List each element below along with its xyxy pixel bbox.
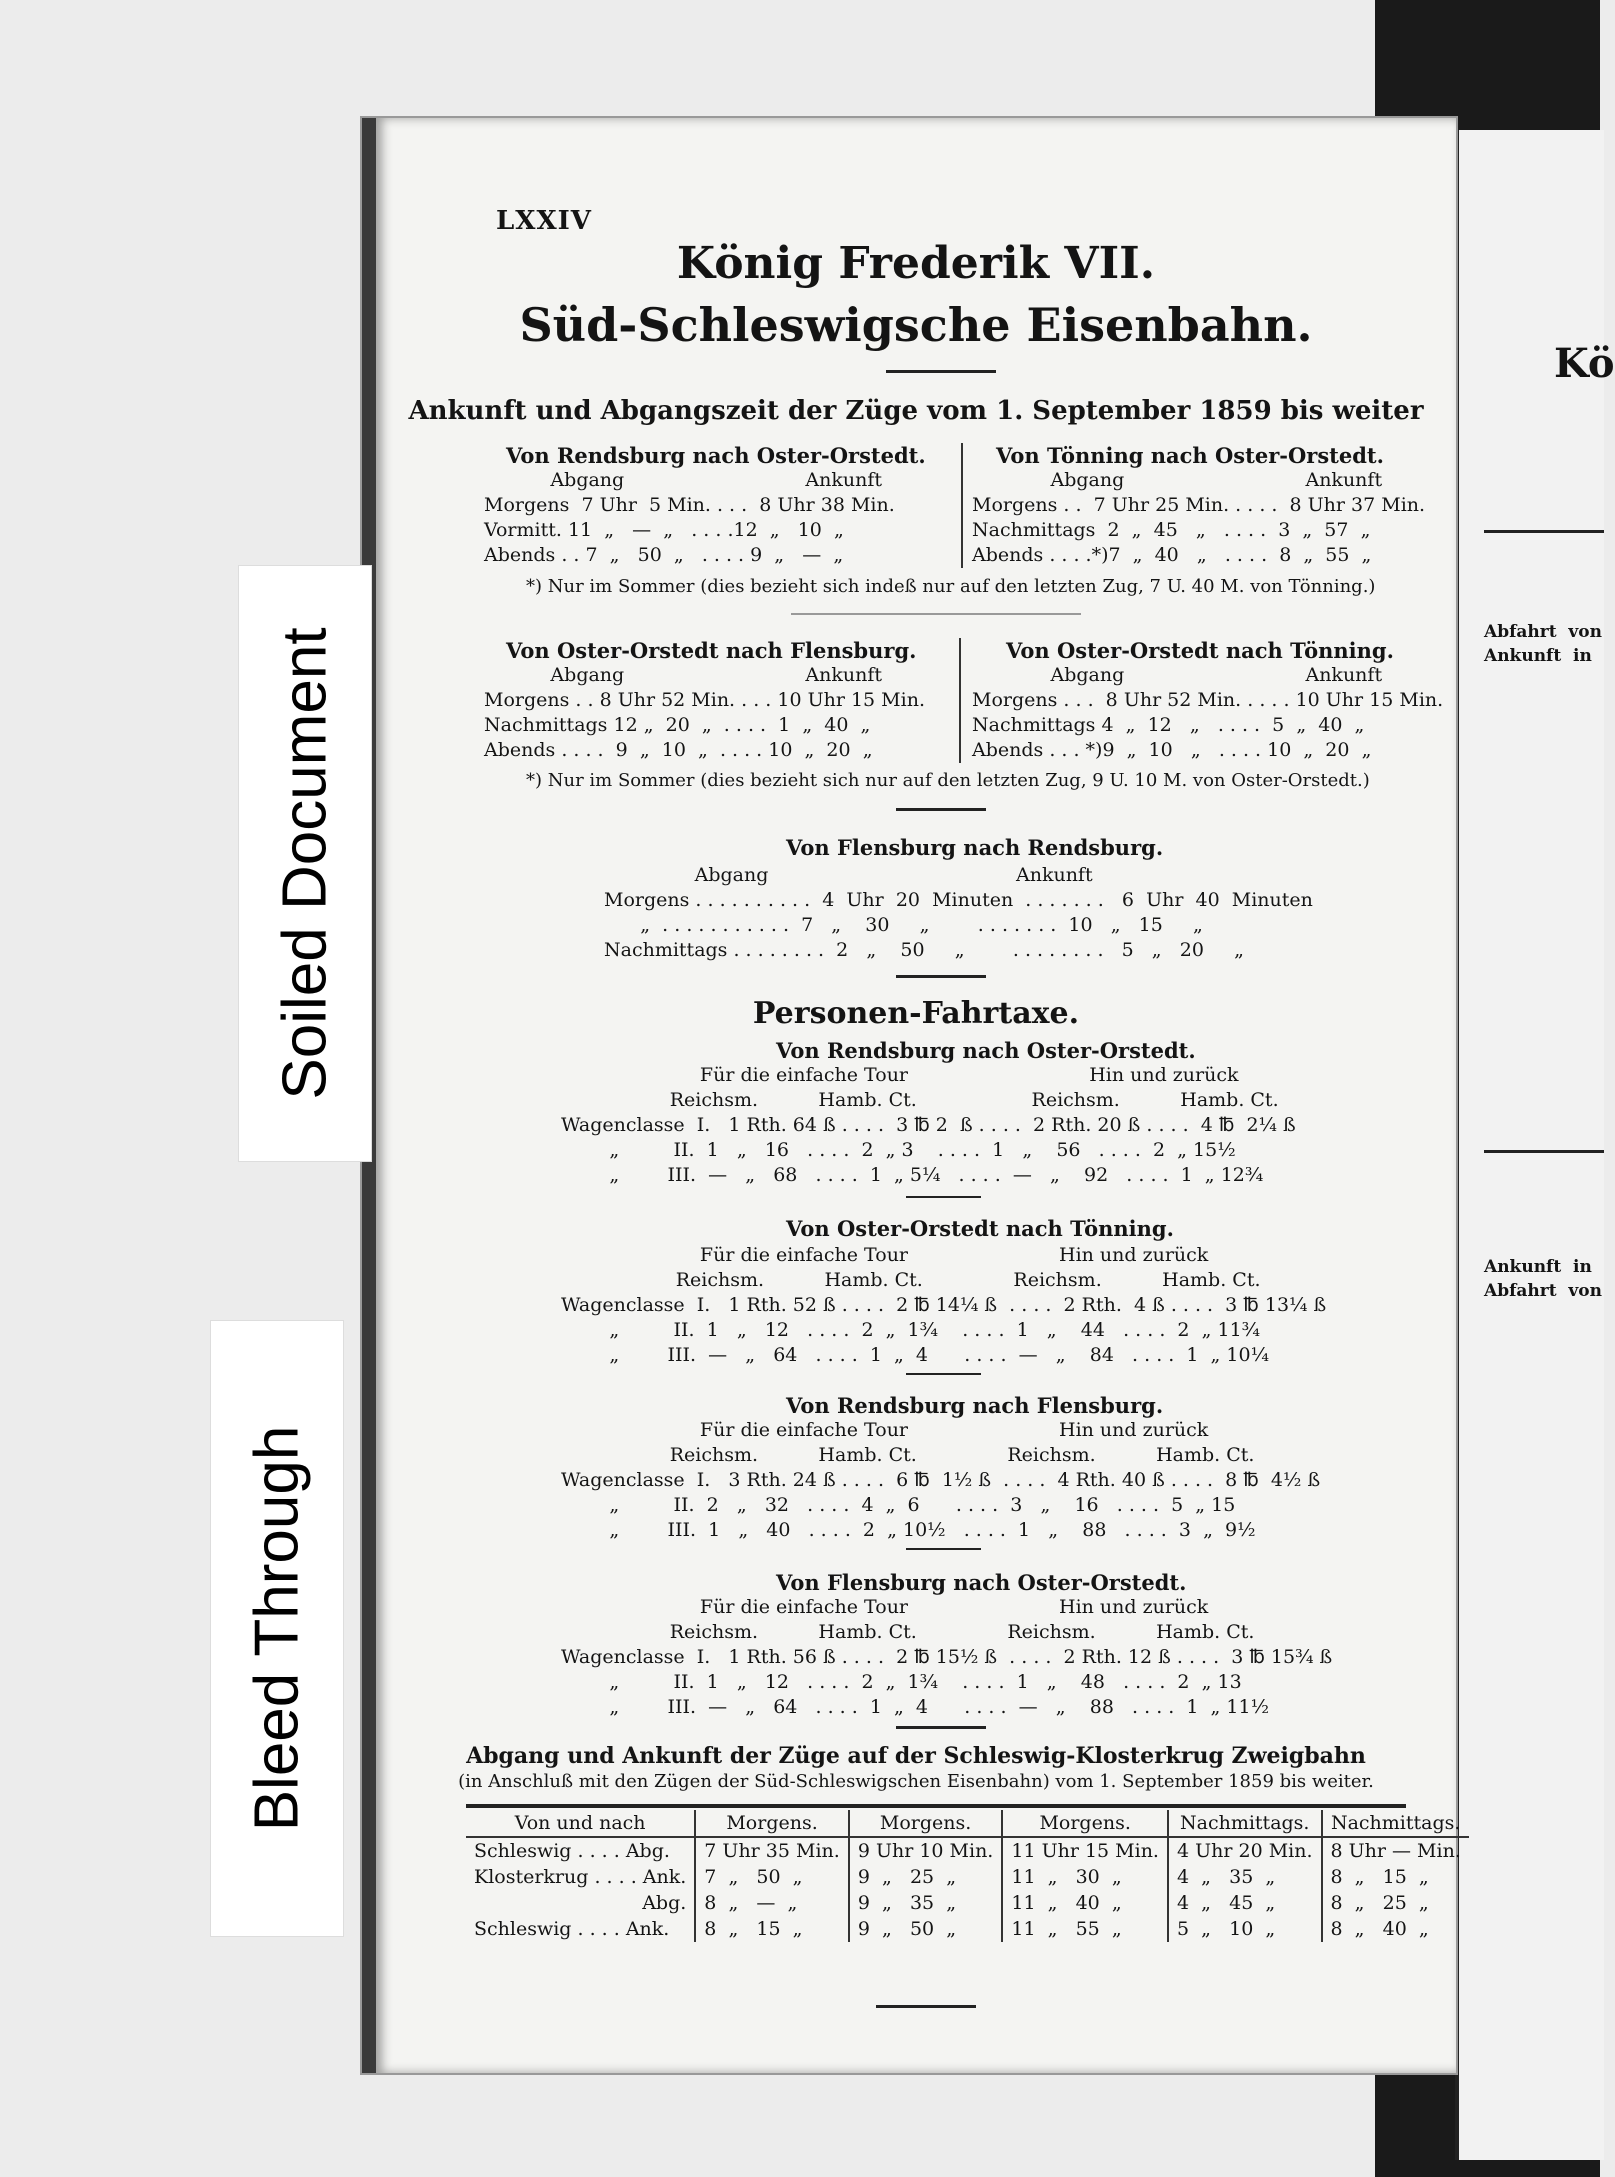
table-cell: 8 „ — „	[695, 1890, 849, 1916]
next-page-lines-b: Ankunft in Abfahrt von	[1484, 1257, 1602, 1301]
table-cell: 7 „ 50 „	[695, 1864, 849, 1890]
column-divider	[961, 443, 963, 568]
sec1-right-head: Von Tönning nach Oster-Orstedt.	[996, 443, 1384, 468]
sec3-head: Von Flensburg nach Rendsburg.	[786, 835, 1164, 860]
sec1-right-body: Abgang Ankunft Morgens . . 7 Uhr 25 Min. . . . . 8 Uhr 37 Min. Nachmittags 2 „ 45 „ . . . . 3 „ 57 „ Abends . . . .*)7 „ 40 „ . . . . 8 „ 55 „	[972, 469, 1426, 566]
next-page-rule	[1484, 530, 1604, 533]
next-page-rule	[1484, 1150, 1604, 1153]
column-divider	[959, 638, 961, 763]
title-railway: Süd-Schleswigsche Eisenbahn.	[519, 298, 1313, 352]
fare3-body: Für die einfache Tour Hin und zurück Reichsm. Hamb. Ct. Reichsm. Hamb. Ct. Wagenclasse I. 3 Rth. 24 ß . . . . 6 ℔ 1½ ß . . . . 4 Rth. 40 ß . . . . 8 ℔ 4½ ß „ II. 2 „ 32 . . . . 4 „ 6 . . . . 3 „ 16 . . . . 5 „ 15 „ III. 1 „ 40 . . . . 2 „ 10½ . . . . 1 „ 88 . . . . 3 „ 9½	[561, 1419, 1321, 1541]
title-king: König Frederik VII.	[676, 238, 1156, 289]
sec2-note: *) Nur im Sommer (dies bezieht sich nur auf den letzten Zug, 9 U. 10 M. von Oster-Orstedt.)	[526, 770, 1370, 791]
table-cell: Schleswig . . . . Abg.	[474, 1840, 670, 1862]
sec2-left-body: Abgang Ankunft Morgens . . 8 Uhr 52 Min. . . . 10 Uhr 15 Min. Nachmittags 12 „ 20 „ . . . . 1 „ 40 „ Abends . . . . 9 „ 10 „ . . . . 10 „ 20 „	[484, 664, 925, 761]
table-cell: 11 Uhr 15 Min.	[1002, 1837, 1168, 1864]
timetable-subtitle: Ankunft und Abgangszeit der Züge vom 1. September 1859 bis weiter	[408, 396, 1424, 426]
soiled-document-label	[238, 565, 372, 1162]
table-cell: Klosterkrug . . . . Ank.	[474, 1866, 687, 1888]
bleed-through-label	[210, 1320, 344, 1937]
next-page	[1455, 130, 1615, 2160]
table-cell: 9 „ 25 „	[849, 1864, 1003, 1890]
table-cell: 8 „ 25 „	[1322, 1890, 1469, 1916]
header-cell: Morgens.	[849, 1810, 1003, 1837]
soiled-document-text: Soiled Document	[270, 627, 340, 1100]
fare1-head: Von Rendsburg nach Oster-Orstedt.	[776, 1038, 1196, 1063]
sec2-right-body: Abgang Ankunft Morgens . . . 8 Uhr 52 Min. . . . . 10 Uhr 15 Min. Nachmittags 4 „ 12 „ . . . . 5 „ 40 „ Abends . . . *)9 „ 10 „ . . . . 10 „ 20 „	[972, 664, 1444, 761]
fare3-head: Von Rendsburg nach Flensburg.	[786, 1393, 1164, 1418]
divider	[886, 370, 996, 373]
header-cell: Nachmittags.	[1322, 1810, 1469, 1837]
divider	[896, 808, 986, 811]
fare4-head: Von Flensburg nach Oster-Orstedt.	[776, 1570, 1187, 1595]
table-cell: 8 „ 15 „	[695, 1916, 849, 1942]
sec3-body: Abgang Ankunft Morgens . . . . . . . . . . 4 Uhr 20 Minuten . . . . . . . 6 Uhr 40 Minuten „ . . . . . . . . . . . 7 „ 30 „ . . . . . . . 10 „ 15 „ Nachmittags . . . . . . . . 2 „ 50 „ . . . . . . . . 5 „ 20 „	[604, 864, 1313, 961]
table-cell: 8 Uhr — Min.	[1322, 1837, 1469, 1864]
sec2-left-head: Von Oster-Orstedt nach Flensburg.	[506, 638, 917, 663]
table-cell: 11 „ 30 „	[1002, 1864, 1168, 1890]
fare2-body: Für die einfache Tour Hin und zurück Reichsm. Hamb. Ct. Reichsm. Hamb. Ct. Wagenclasse I. 1 Rth. 52 ß . . . . 2 ℔ 14¼ ß . . . . 2 Rth. 4 ß . . . . 3 ℔ 13¼ ß „ II. 1 „ 12 . . . . 2 „ 1¾ . . . . 1 „ 44 . . . . 2 „ 11¾ „ III. — „ 64 . . . . 1 „ 4 . . . . — „ 84 . . . . 1 „ 10¼	[561, 1244, 1327, 1366]
table-header-row	[466, 1810, 1469, 1837]
divider	[896, 1726, 986, 1729]
table-row	[466, 1890, 1469, 1916]
fare2-head: Von Oster-Orstedt nach Tönning.	[786, 1216, 1174, 1241]
divider	[876, 2005, 976, 2008]
fare4-body: Für die einfache Tour Hin und zurück Reichsm. Hamb. Ct. Reichsm. Hamb. Ct. Wagenclasse I. 1 Rth. 56 ß . . . . 2 ℔ 15½ ß . . . . 2 Rth. 12 ß . . . . 3 ℔ 15¾ ß „ II. 1 „ 12 . . . . 2 „ 1¾ . . . . 1 „ 48 . . . . 2 „ 13 „ III. — „ 64 . . . . 1 „ 4 . . . . — „ 88 . . . . 1 „ 11½	[561, 1596, 1333, 1718]
table-cell: 7 Uhr 35 Min.	[695, 1837, 849, 1864]
fare1-body: Für die einfache Tour Hin und zurück Reichsm. Hamb. Ct. Reichsm. Hamb. Ct. Wagenclasse I. 1 Rth. 64 ß . . . . 3 ℔ 2 ß . . . . 2 Rth. 20 ß . . . . 4 ℔ 2¼ ß „ II. 1 „ 16 . . . . 2 „ 3 . . . . 1 „ 56 . . . . 2 „ 15½ „ III. — „ 68 . . . . 1 „ 5¼ . . . . — „ 92 . . . . 1 „ 12¾	[561, 1064, 1296, 1186]
table-cell: 4 Uhr 20 Min.	[1168, 1837, 1322, 1864]
header-cell: Nachmittags.	[1168, 1810, 1322, 1837]
table-cell: 9 Uhr 10 Min.	[849, 1837, 1003, 1864]
table-cell: 9 „ 50 „	[849, 1916, 1003, 1942]
table-cell: 8 „ 40 „	[1322, 1916, 1469, 1942]
branch-head: Abgang und Ankunft der Züge auf der Schleswig-Klosterkrug Zweigbahn	[466, 1743, 1366, 1769]
sec2-right-head: Von Oster-Orstedt nach Tönning.	[1006, 638, 1394, 663]
table-row	[466, 1864, 1469, 1890]
branch-sub: (in Anschluß mit den Zügen der Süd-Schleswigschen Eisenbahn) vom 1. September 1859 bis weiter.	[458, 1771, 1374, 1792]
divider	[466, 1804, 1406, 1808]
header-cell: Von und nach	[466, 1810, 695, 1837]
next-page-lines-a: Abfahrt von Ankunft in	[1484, 622, 1602, 666]
fares-title: Personen-Fahrtaxe.	[752, 996, 1080, 1031]
divider	[791, 613, 1081, 615]
page-number: LXXIV	[496, 206, 592, 236]
table-row	[466, 1916, 1469, 1942]
table-cell: 4 „ 45 „	[1168, 1890, 1322, 1916]
table-row	[466, 1837, 1469, 1864]
header-cell: Morgens.	[695, 1810, 849, 1837]
table-cell: Schleswig . . . . Ank.	[474, 1918, 670, 1940]
divider	[896, 975, 986, 978]
table-cell: 5 „ 10 „	[1168, 1916, 1322, 1942]
table-cell: 9 „ 35 „	[849, 1890, 1003, 1916]
branch-table	[466, 1810, 1469, 1942]
table-cell: 11 „ 40 „	[1002, 1890, 1168, 1916]
document-page	[362, 118, 1461, 2073]
divider	[906, 1373, 981, 1375]
sec1-left-head: Von Rendsburg nach Oster-Orstedt.	[506, 443, 926, 468]
table-cell: Abg.	[642, 1892, 687, 1914]
next-page-title: Kö	[1554, 340, 1615, 387]
table-cell: 11 „ 55 „	[1002, 1916, 1168, 1942]
sec1-note: *) Nur im Sommer (dies bezieht sich indeß nur auf den letzten Zug, 7 U. 40 M. von Tönning.)	[526, 576, 1376, 597]
bleed-through-text: Bleed Through	[242, 1425, 312, 1832]
table-cell: 8 „ 15 „	[1322, 1864, 1469, 1890]
divider	[906, 1548, 981, 1550]
sec1-left-body: Abgang Ankunft Morgens 7 Uhr 5 Min. . . . 8 Uhr 38 Min. Vormitt. 11 „ — „ . . . .12 „ 10 „ Abends . . 7 „ 50 „ . . . . 9 „ — „	[484, 469, 895, 566]
divider	[906, 1196, 981, 1198]
table-cell: 4 „ 35 „	[1168, 1864, 1322, 1890]
header-cell: Morgens.	[1002, 1810, 1168, 1837]
